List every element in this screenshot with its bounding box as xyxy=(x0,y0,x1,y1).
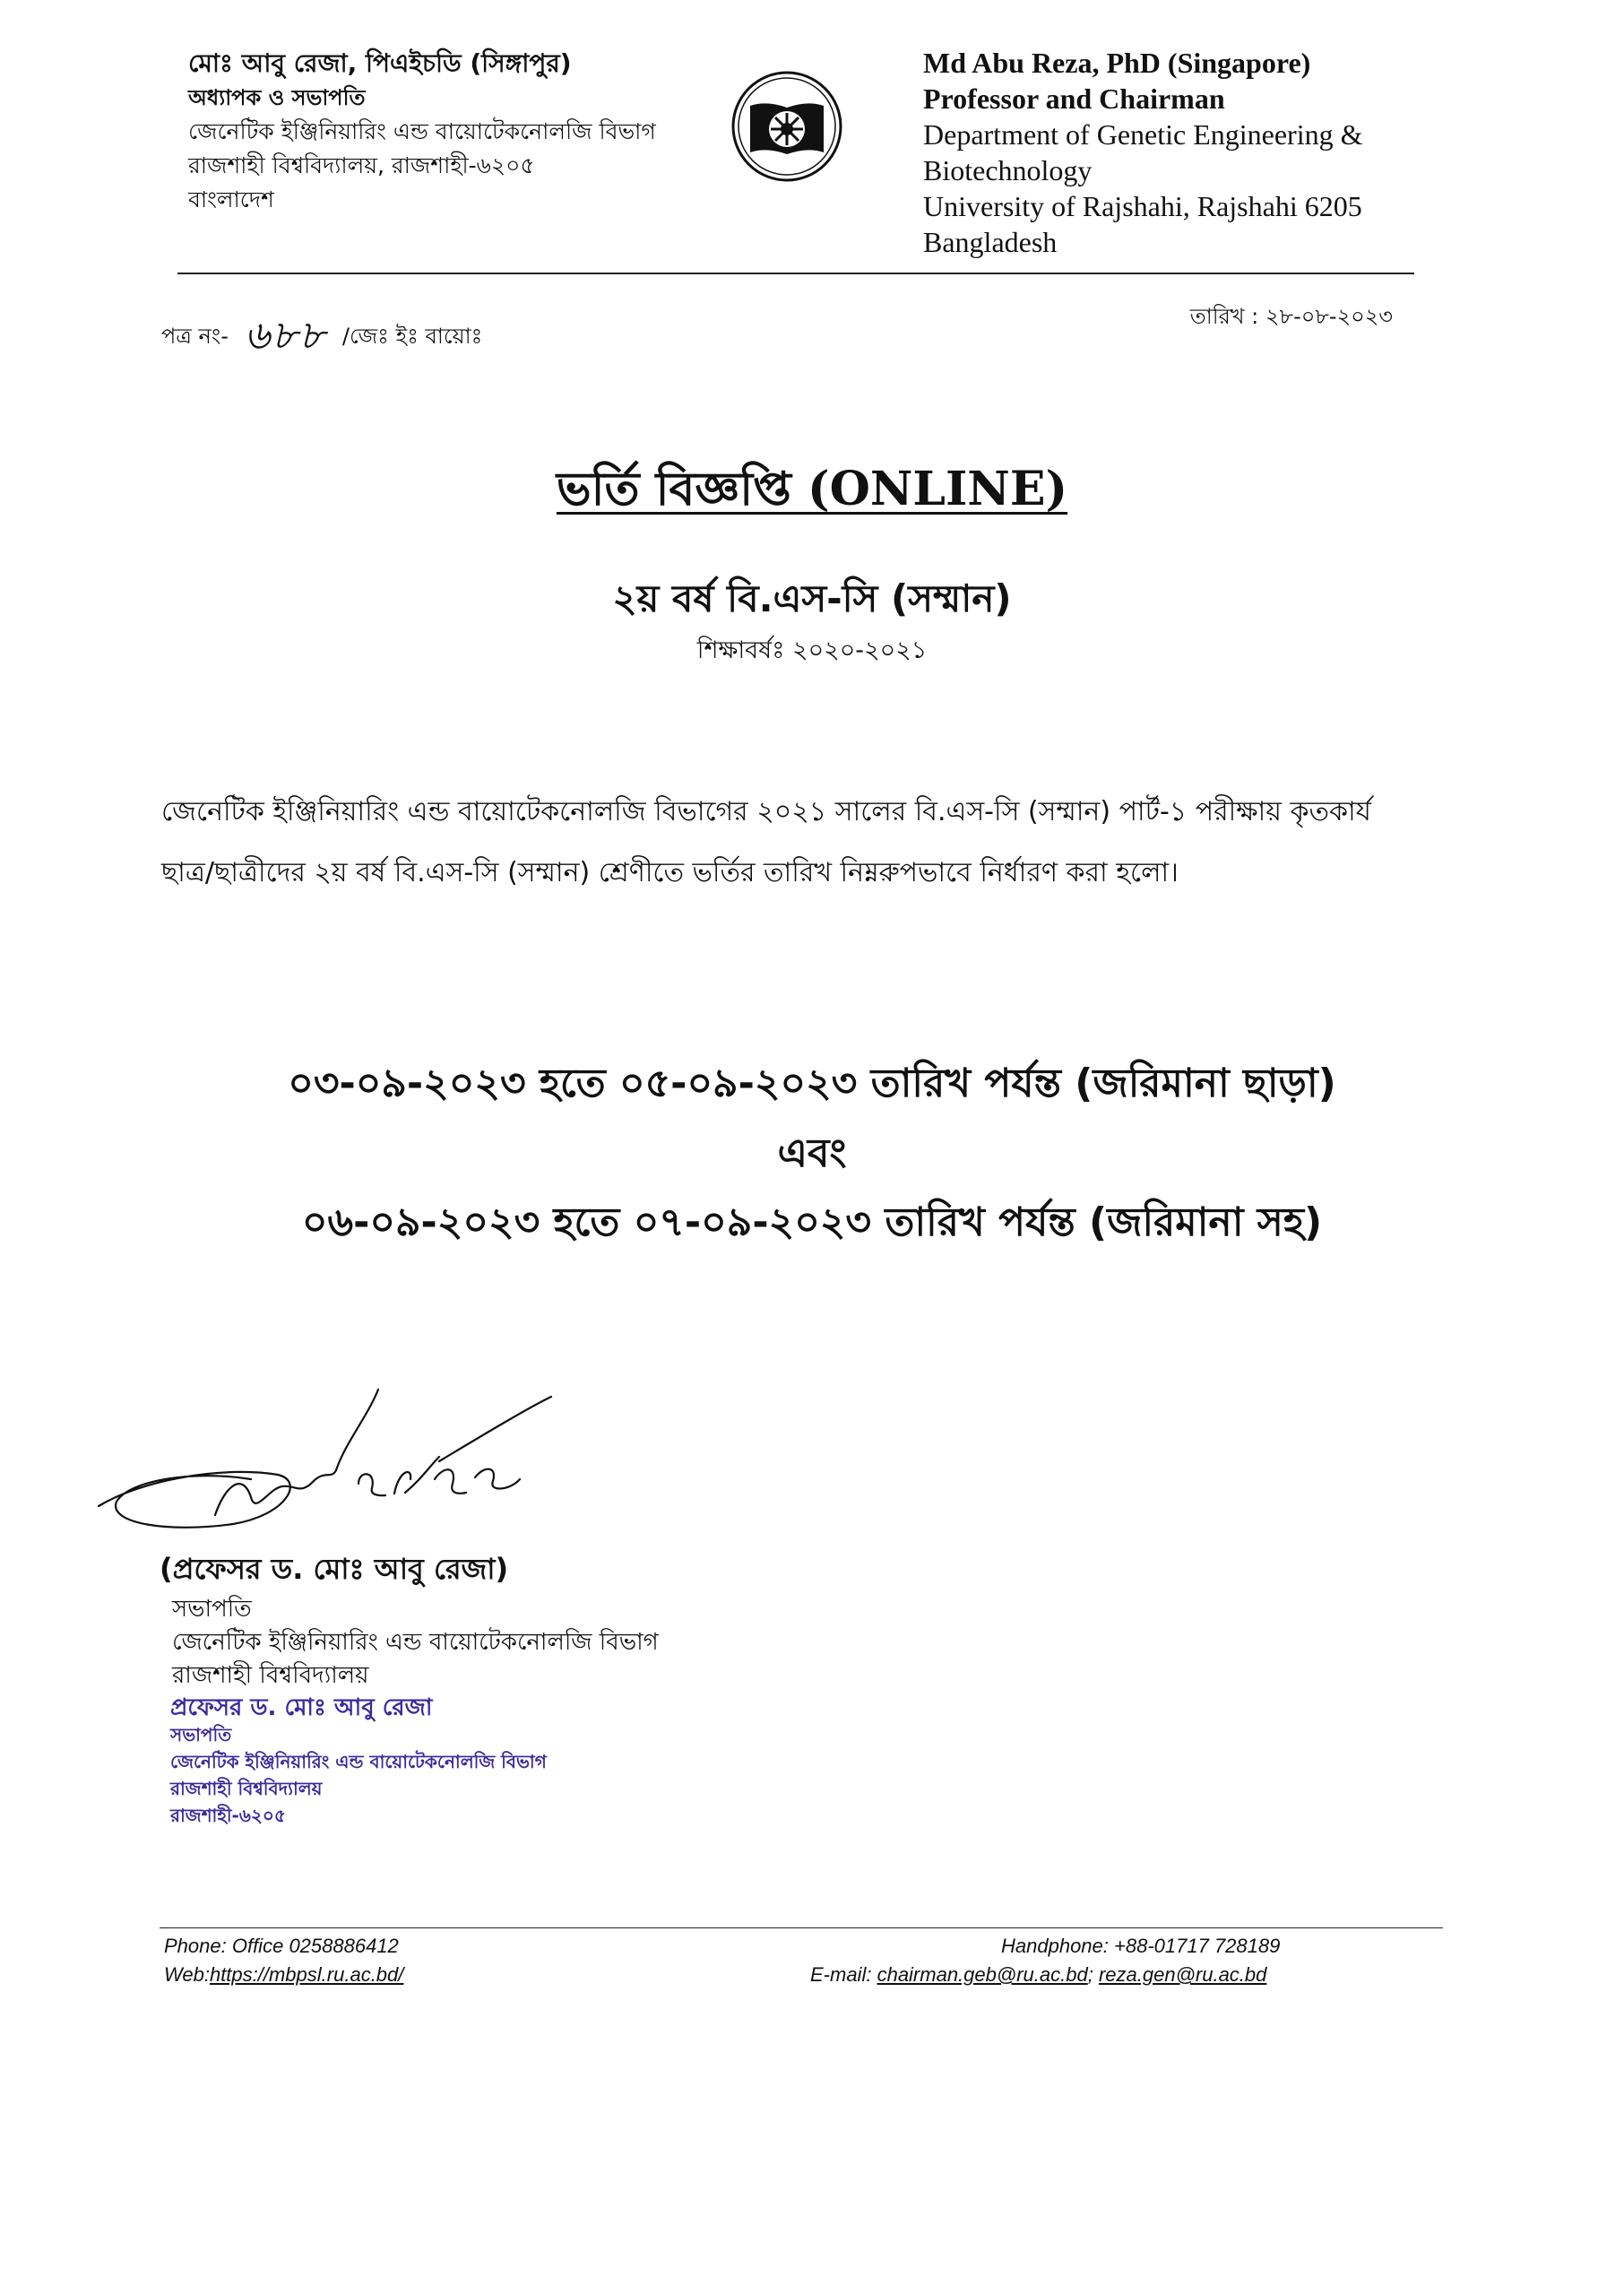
university-seal-icon xyxy=(730,70,843,183)
admission-dates-with-fine: ০৬-০৯-২০২৩ হতে ০৭-০৯-২০২৩ তারিখ পর্যন্ত (জরিমানা সহ) xyxy=(301,1199,1323,1245)
notice-subtitle: ২য় বর্ষ বি.এস-সি (সম্মান) xyxy=(612,576,1012,620)
official-stamp xyxy=(170,1694,547,1829)
reference-number xyxy=(161,300,482,366)
stamp-line4: রাজশাহী বিশ্ববিদ্যালয় xyxy=(170,1778,323,1799)
signatory-university: রাজশাহী বিশ্ববিদ্যালয় xyxy=(172,1662,369,1689)
signatory-block xyxy=(172,1593,659,1693)
signatory-designation: সভাপতি xyxy=(172,1596,252,1623)
notice-title: ভর্তি বিজ্ঞপ্তি (ONLINE) xyxy=(556,462,1068,516)
footer-phone: Phone: Office 0258886412 xyxy=(164,1935,399,1957)
notice-body xyxy=(161,782,1461,904)
en-country: Bangladesh xyxy=(923,226,1058,258)
stamp-line5: রাজশাহী-৬২০৫ xyxy=(170,1805,286,1826)
footer-divider xyxy=(160,1927,1443,1928)
notice-session: শিক্ষাবর্ষঃ ২০২০-২০২১ xyxy=(696,637,928,664)
admission-dates-conjunction: এবং xyxy=(777,1130,847,1176)
en-department-line1: Department of Genetic Engineering & xyxy=(923,118,1363,151)
reference-prefix: পত্র নং- xyxy=(161,324,229,349)
letterhead-bn xyxy=(188,47,726,217)
stamp-line3: জেনেটিক ইঞ্জিনিয়ারিং এন্ড বায়োটেকনোলজি বিভাগ xyxy=(170,1751,547,1772)
letterhead-en xyxy=(923,45,1604,260)
notice-body-line2: ছাত্র/ছাত্রীদের ২য় বর্ষ বি.এস-সি (সম্মান) শ্রেণীতে ভর্তির তারিখ নিম্নরুপভাবে নির্ধারণ করা হলো। xyxy=(161,857,1179,888)
reference-suffix: /জেঃ ইঃ বায়োঃ xyxy=(341,324,483,349)
bn-name: মোঃ আবু রেজা, পিএইচডি (সিঙ্গাপুর) xyxy=(188,48,572,78)
email-link-chairman[interactable]: chairman.geb@ru.ac.bd xyxy=(877,1963,1088,1986)
bn-country: বাংলাদেশ xyxy=(188,186,274,212)
en-name: Md Abu Reza, PhD (Singapore) xyxy=(923,47,1311,79)
stamp-line2: সভাপতি xyxy=(170,1724,232,1745)
bn-university: রাজশাহী বিশ্ববিদ্যালয়, রাজশাহী-৬২০৫ xyxy=(188,152,535,178)
stamp-line1: প্রফেসর ড. মোঃ আবু রেজা xyxy=(170,1694,433,1721)
signatory-name: (প্রফেসর ড. মোঃ আবু রেজা) xyxy=(160,1552,509,1586)
en-university: University of Rajshahi, Rajshahi 6205 xyxy=(923,190,1362,222)
admission-dates-without-fine: ০৩-০৯-২০২৩ হতে ০৫-০৯-২০২৩ তারিখ পর্যন্ত (জরিমানা ছাড়া) xyxy=(288,1061,1336,1106)
reference-handwritten-number: ৬৮৮ xyxy=(244,313,327,359)
notice-body-line1: জেনেটিক ইঞ্জিনিয়ারিং এন্ড বায়োটেকনোলজি বিভাগের ২০২১ সালের বি.এস-সি (সম্মান) পার্ট-১ পরীক্ষায় কৃতকার্য xyxy=(161,796,1371,827)
email-link-reza[interactable]: reza.gen@ru.ac.bd xyxy=(1098,1963,1267,1986)
bn-department: জেনেটিক ইঞ্জিনিয়ারিং এন্ড বায়োটেকনোলজি বিভাগ xyxy=(188,118,656,144)
signatory-department: জেনেটিক ইঞ্জিনিয়ারিং এন্ড বায়োটেকনোলজি বিভাগ xyxy=(172,1629,659,1656)
footer-email: E-mail: chairman.geb@ru.ac.bd; reza.gen@ru.ac.bd xyxy=(810,1963,1267,1986)
footer-handphone: Handphone: +88-01717 728189 xyxy=(1001,1935,1281,1957)
en-department-line2: Biotechnology xyxy=(923,154,1093,186)
website-link[interactable]: https://mbpsl.ru.ac.bd/ xyxy=(209,1963,404,1986)
en-designation: Professor and Chairman xyxy=(923,82,1225,115)
footer-web: Web:https://mbpsl.ru.ac.bd/ xyxy=(164,1963,404,1986)
header-divider xyxy=(177,273,1414,274)
reference-date: তারিখ : ২৮-০৮-২০২৩ xyxy=(1189,304,1393,329)
bn-designation: অধ্যাপক ও সভাপতি xyxy=(188,85,366,110)
